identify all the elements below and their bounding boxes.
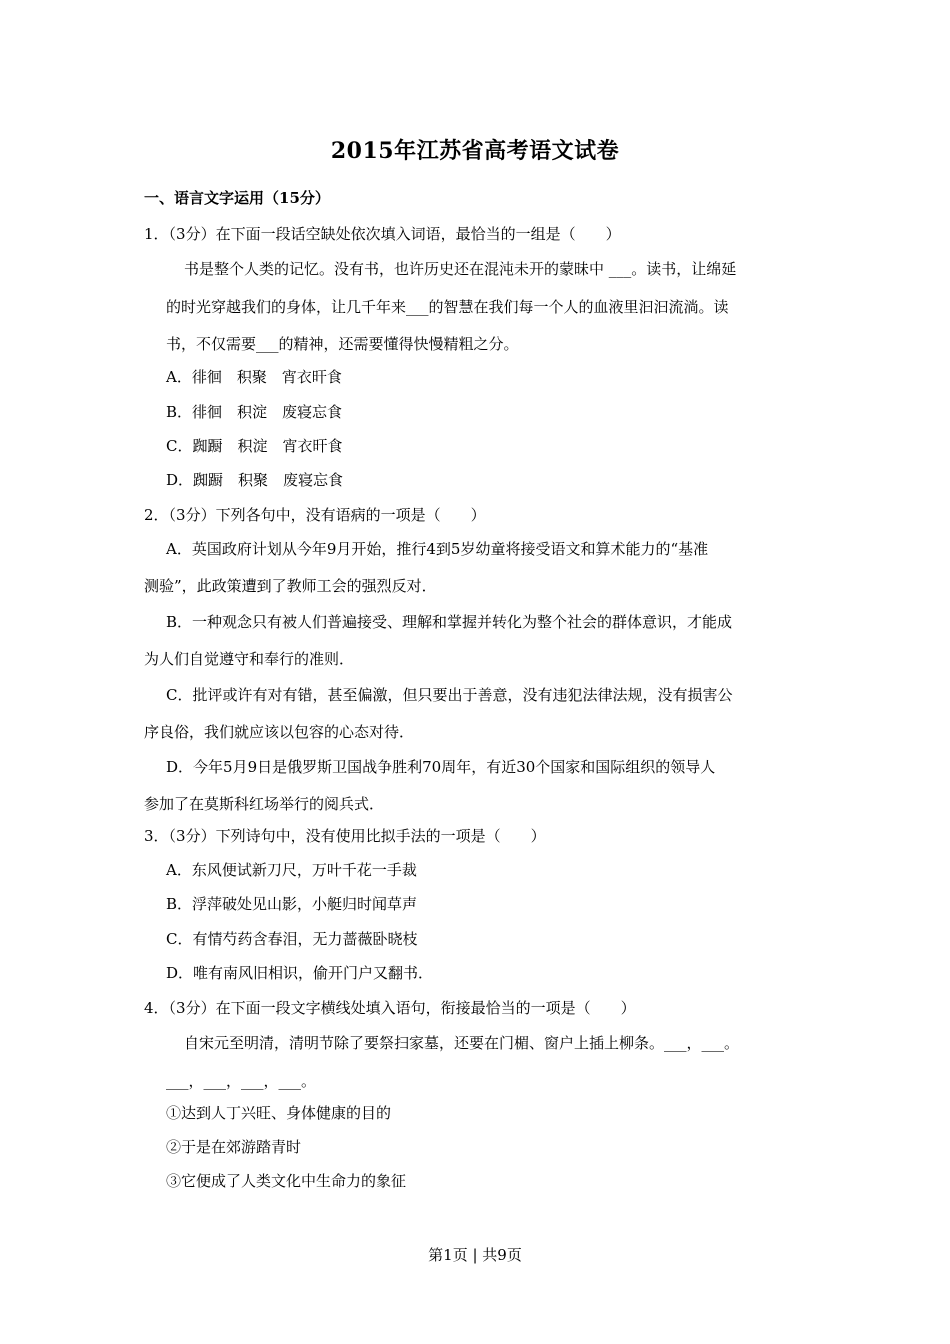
question-1-option-b: B．徘徊 积淀 废寝忘食 — [166, 403, 343, 421]
question-4-passage-line: 自宋元至明清，清明节除了要祭扫家墓，还要在门楣、窗户上插上柳条。___，___。 — [184, 1034, 740, 1052]
page-title: 2015年江苏省高考语文试卷 — [330, 138, 620, 164]
question-1-option-a: A．徘徊 积聚 宵衣旰食 — [166, 368, 342, 386]
question-1-option-c: C．踟蹰 积淀 宵衣旰食 — [166, 437, 343, 455]
question-4-item-3: ③它便成了人类文化中生命力的象征 — [166, 1172, 407, 1190]
question-2-option-c: C．批评或许有对有错，甚至偏激，但只要出于善意，没有违犯法律法规，没有损害公 — [166, 686, 733, 704]
question-2-option-a-cont: 测验”，此政策遭到了教师工会的强烈反对． — [144, 577, 437, 595]
question-1-passage-line: 书，不仅需要___的精神，还需要懂得快慢精粗之分。 — [166, 335, 519, 353]
page-footer: 第1页 | 共9页 — [428, 1246, 522, 1264]
question-4-item-1: ①达到人丁兴旺、身体健康的目的 — [166, 1104, 392, 1122]
question-1-passage-line: 的时光穿越我们的身体，让几千年来___的智慧在我们每一个人的血液里汩汩流淌。读 — [166, 298, 729, 316]
section-heading: 一、语言文字运用（15分） — [144, 189, 330, 207]
question-2-option-d-cont: 参加了在莫斯科红场举行的阅兵式． — [144, 795, 385, 813]
question-4-passage-line: ___，___，___，___。 — [166, 1072, 317, 1090]
question-4-item-2: ②于是在郊游踏青时 — [166, 1138, 302, 1156]
question-2-option-b: B．一种观念只有被人们普遍接受、理解和掌握并转化为整个社会的群体意识，才能成 — [166, 613, 733, 631]
question-2-stem: 2．（3分）下列各句中，没有语病的一项是（ ） — [144, 506, 486, 524]
question-3-stem: 3．（3分）下列诗句中，没有使用比拟手法的一项是（ ） — [144, 827, 546, 845]
question-1-stem: 1．（3分）在下面一段话空缺处依次填入词语，最恰当的一组是（ ） — [144, 225, 621, 243]
question-2-option-b-cont: 为人们自觉遵守和奉行的准则． — [144, 650, 355, 668]
question-2-option-d: D．今年5月9日是俄罗斯卫国战争胜利70周年，有近30个国家和国际组织的领导人 — [166, 758, 716, 776]
question-4-stem: 4．（3分）在下面一段文字横线处填入语句，衔接最恰当的一项是（ ） — [144, 999, 636, 1017]
question-3-option-d: D．唯有南风旧相识，偷开门户又翻书． — [166, 964, 434, 982]
question-2-option-a: A．英国政府计划从今年9月开始，推行4到5岁幼童将接受语文和算术能力的“基准 — [166, 540, 709, 558]
question-2-option-c-cont: 序良俗，我们就应该以包容的心态对待． — [144, 723, 415, 741]
question-1-option-d: D．踟蹰 积聚 废寝忘食 — [166, 471, 344, 489]
question-1-passage-line: 书是整个人类的记忆。没有书，也许历史还在混沌未开的蒙昧中 ___。读书，让绵延 — [184, 260, 737, 278]
question-3-option-a: A．东风便试新刀尺，万叶千花一手裁 — [166, 861, 417, 879]
question-3-option-b: B．浮萍破处见山影，小艇归时闻草声 — [166, 895, 418, 913]
question-3-option-c: C．有情芍药含春泪，无力蔷薇卧晓枝 — [166, 930, 418, 948]
